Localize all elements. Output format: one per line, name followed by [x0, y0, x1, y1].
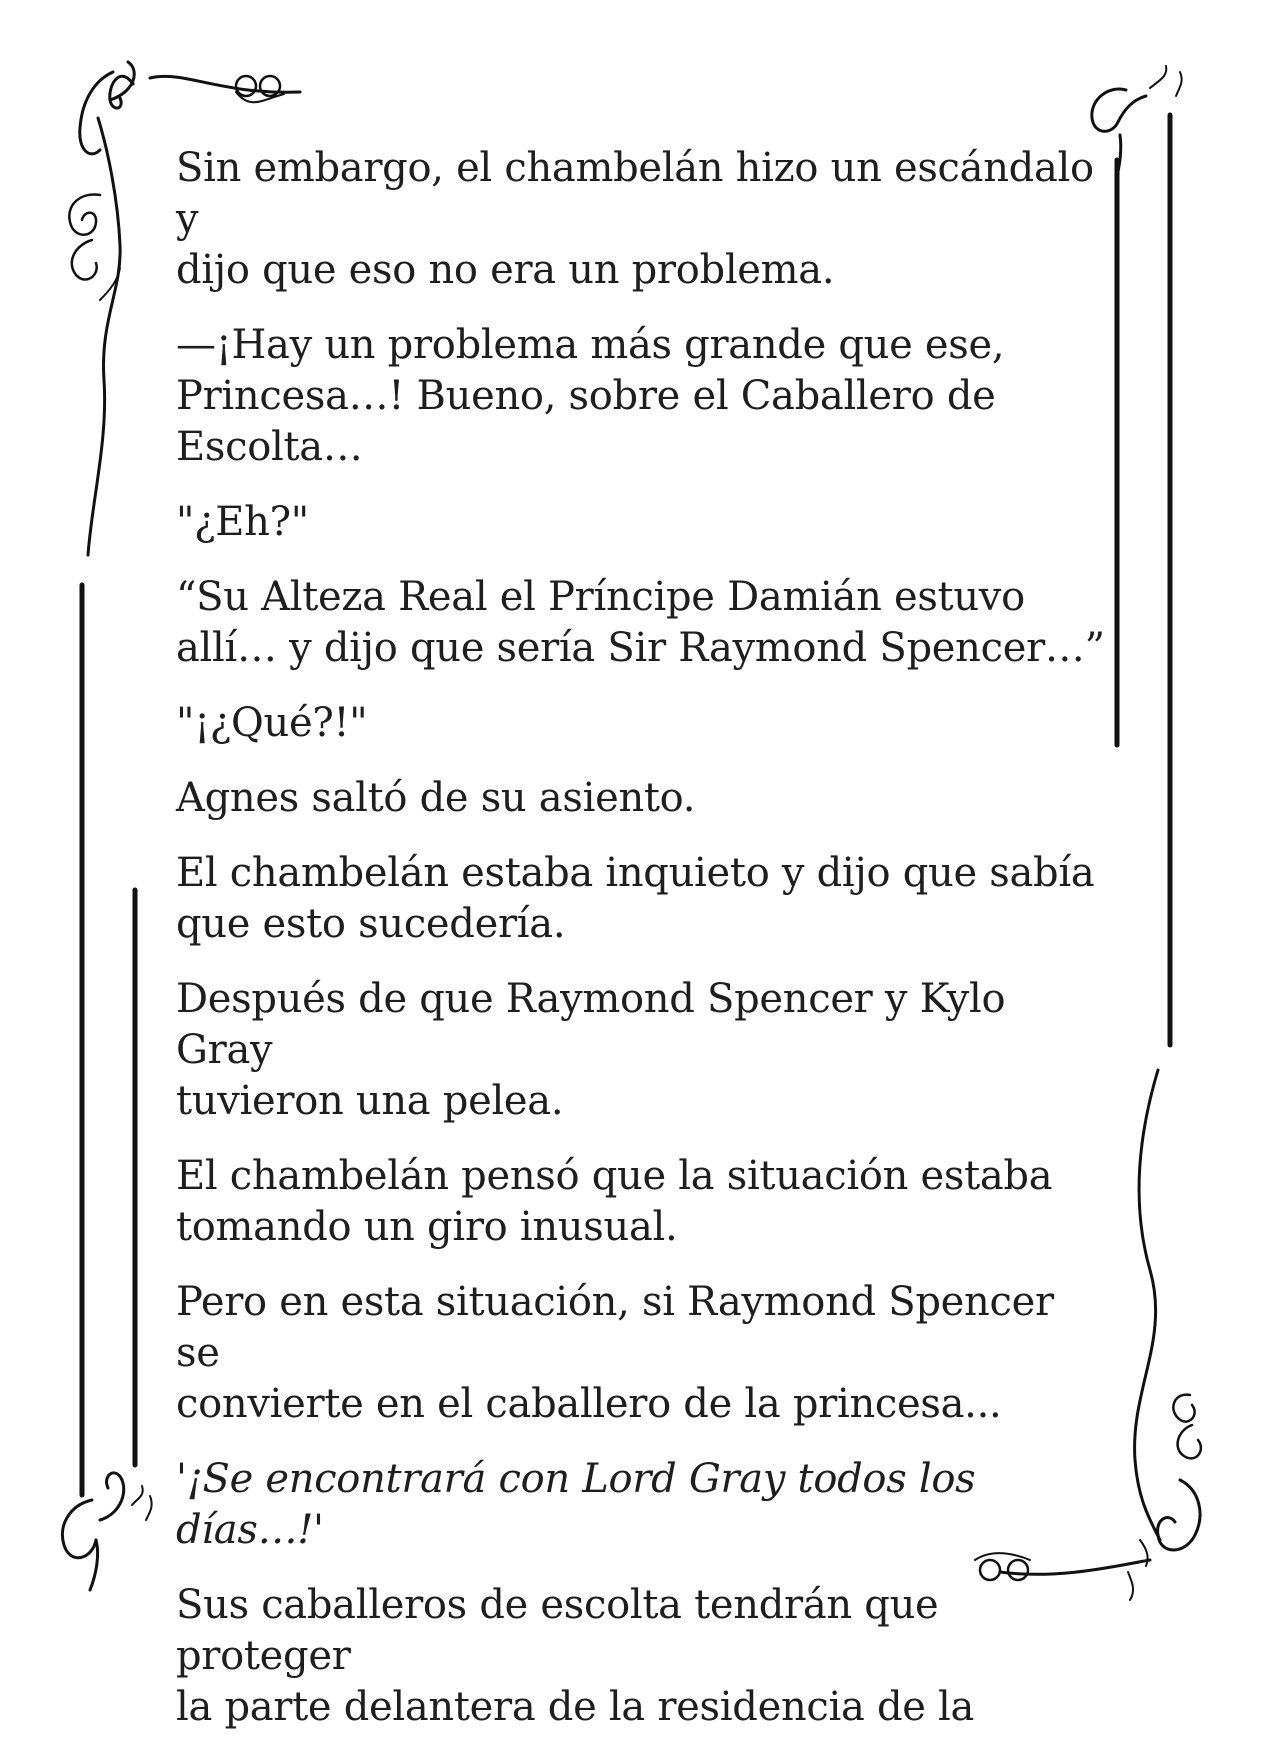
bottom-left-flourish-ornament — [62, 1473, 151, 1590]
page-body-text — [176, 143, 1106, 1757]
body-paragraph: Sus caballeros de escolta tendrán que proteger la parte delantera de la residencia de la — [176, 1582, 975, 1730]
italic-thought-paragraph: '¡Se encontrará con Lord Gray todos los días…!' — [176, 1456, 976, 1553]
body-paragraph: "¡¿Qué?!" — [176, 700, 368, 746]
body-paragraph: Sin embargo, el chambelán hizo un escándalo y dijo que eso no era un problema. — [176, 145, 1094, 293]
body-paragraph: "¿Eh?" — [176, 499, 309, 545]
body-paragraph: —¡Hay un problema más grande que ese, Princesa…! Bueno, sobre el Caballero de Escolta… — [176, 322, 1005, 470]
body-paragraph: Agnes saltó de su asiento. — [176, 775, 696, 821]
body-paragraph: El chambelán pensó que la situación estaba tomando un giro inusual. — [176, 1153, 1053, 1250]
right-side-curve-ornament — [1135, 1070, 1160, 1540]
body-paragraph: Después de que Raymond Spencer y Kylo Gray tuvieron una pelea. — [176, 976, 1006, 1124]
body-paragraph: El chambelán estaba inquieto y dijo que sabía que esto sucedería. — [176, 850, 1095, 947]
body-paragraph: “Su Alteza Real el Príncipe Damián estuvo allí… y dijo que sería Sir Raymond Spencer…” — [176, 574, 1105, 671]
body-paragraph: Pero en esta situación, si Raymond Spencer se convierte en el caballero de la princesa... — [176, 1279, 1054, 1427]
